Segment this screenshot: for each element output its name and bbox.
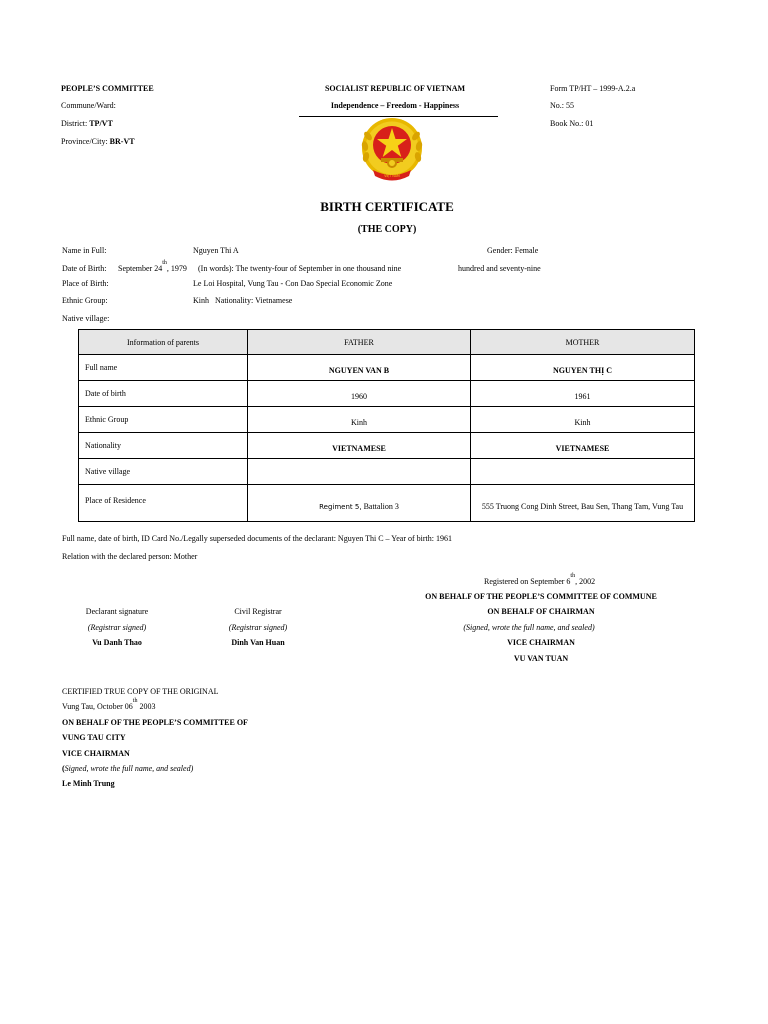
table-row <box>79 485 695 522</box>
certified-signer: Le Minh Trung <box>62 779 115 788</box>
registered-date: Registered on September 6th, 2002 <box>484 573 596 586</box>
declarant-signature-label: Declarant signature <box>85 607 149 616</box>
table-row <box>79 459 695 485</box>
province-line <box>61 137 135 146</box>
certified-date: Vung Tau, October 06th 2003 <box>62 698 156 711</box>
parents-table <box>78 329 695 522</box>
gender-value: Female <box>514 246 539 255</box>
pob-value: Le Loi Hospital, Vung Tau - Con Dao Special Economic Zone <box>193 279 393 288</box>
table-row <box>79 407 695 433</box>
father-residence-battalion: Battalion 3 <box>363 501 399 511</box>
father-nationality: VIETNAMESE <box>248 433 471 459</box>
row-label: Place of Residence <box>79 485 248 522</box>
table-row <box>79 381 695 407</box>
on-behalf-committee: ON BEHALF OF THE PEOPLE’S COMMITTEE OF COMMUNE <box>425 592 657 601</box>
declarant-name: Vu Danh Thao <box>92 638 142 647</box>
native-village-label: Native village: <box>62 314 110 323</box>
registrar-note: (Registrar signed) <box>228 623 288 632</box>
certified-city: VUNG TAU CITY <box>62 733 126 742</box>
number-label: No.: <box>550 101 564 110</box>
national-motto: Independence – Freedom - Happiness <box>330 101 460 110</box>
country-name: SOCIALIST REPUBLIC OF VIETNAM <box>324 84 466 93</box>
table-row <box>79 433 695 459</box>
vice-chairman-title: VICE CHAIRMAN <box>507 638 575 647</box>
father-native-village <box>248 459 471 485</box>
ethnic-value: Kinh <box>193 296 209 305</box>
mother-full-name: NGUYEN THỊ C <box>471 355 695 381</box>
mother-ethnic: Kinh <box>471 407 695 433</box>
district-value: TP/VT <box>89 119 113 128</box>
district-label: District: <box>61 119 88 128</box>
province-label: Province/City: <box>61 137 108 146</box>
province-value: BR-VT <box>109 137 135 146</box>
vice-chairman-name: VU VAN TUAN <box>513 654 569 663</box>
row-label: Nationality <box>79 433 248 459</box>
committee-heading: PEOPLE’S COMMITTEE <box>61 84 154 93</box>
dob-words-continued: hundred and seventy-nine <box>458 264 541 273</box>
declarant-relation: Relation with the declared person: Mother <box>62 552 198 561</box>
national-emblem-icon <box>357 116 427 188</box>
row-label: Full name <box>79 355 248 381</box>
declarant-signature-note: (Registrar signed) <box>87 623 147 632</box>
dob-value <box>118 260 187 273</box>
form-number: Form TP/HT – 1999-A.2.a <box>550 84 636 93</box>
nationality-value: Vietnamese <box>255 296 293 305</box>
ethnic-nationality-line <box>193 296 292 305</box>
document-subtitle: (THE COPY) <box>357 224 417 235</box>
mother-nationality: VIETNAMESE <box>471 433 695 459</box>
document-title: BIRTH CERTIFICATE <box>320 199 454 214</box>
mother-residence: 555 Truong Cong Dinh Street, Bau Sen, Thang Tam, Vung Tau <box>471 485 695 522</box>
dob-day: September 24 <box>118 264 163 273</box>
dob-year: , 1979 <box>166 264 187 273</box>
name-label: Name in Full: <box>62 246 107 255</box>
registered-ordinal: th <box>570 573 576 579</box>
certified-vice-chairman: VICE CHAIRMAN <box>62 749 130 758</box>
book-value: 01 <box>585 119 594 128</box>
dob-words: (In words): The twenty-four of September in one thousand nine <box>198 264 402 273</box>
row-label: Date of birth <box>79 381 248 407</box>
row-label: Ethnic Group <box>79 407 248 433</box>
registrar-label: Civil Registrar <box>234 607 282 616</box>
number-line <box>550 101 574 110</box>
table-header-row <box>79 330 695 355</box>
gender-line <box>487 246 538 255</box>
table-row <box>79 355 695 381</box>
father-residence <box>248 485 471 522</box>
registration-signed-note: (Signed, wrote the full name, and sealed) <box>463 623 595 632</box>
registrar-name: Dinh Van Huan <box>231 638 285 647</box>
mother-native-village <box>471 459 695 485</box>
mother-dob: 1961 <box>471 381 695 407</box>
name-value: Nguyen Thi A <box>193 246 239 255</box>
ethnic-label: Ethnic Group: <box>62 296 108 305</box>
header-info: Information of parents <box>79 330 248 355</box>
header-father: FATHER <box>248 330 471 355</box>
father-full-name: NGUYEN VAN B <box>248 355 471 381</box>
declarant-info: Full name, date of birth, ID Card No./Legally superseded documents of the declarant: Nguyen Thi C – Year of birth: 1961 <box>62 534 452 543</box>
emblem-ribbon-text: VIỆT NAM <box>384 174 400 178</box>
pob-label: Place of Birth: <box>62 279 109 288</box>
dob-ordinal: th <box>162 260 167 266</box>
number-value: 55 <box>566 101 574 110</box>
certified-heading: CERTIFIED TRUE COPY OF THE ORIGINAL <box>62 687 219 696</box>
certified-signed-note: (Signed, wrote the full name, and sealed) <box>62 764 194 773</box>
book-line <box>550 119 593 128</box>
row-label: Native village <box>79 459 248 485</box>
commune-label: Commune/Ward: <box>61 101 116 110</box>
nationality-label: Nationality: <box>215 296 254 305</box>
father-dob: 1960 <box>248 381 471 407</box>
father-residence-regiment: Regiment 5, <box>319 502 362 511</box>
book-label: Book No.: <box>550 119 584 128</box>
header-mother: MOTHER <box>471 330 695 355</box>
district-line <box>61 119 113 128</box>
dob-label: Date of Birth: <box>62 264 107 273</box>
on-behalf-chairman: ON BEHALF OF CHAIRMAN <box>487 607 595 616</box>
certified-on-behalf: ON BEHALF OF THE PEOPLE’S COMMITTEE OF <box>62 718 248 727</box>
gender-label: Gender: <box>487 246 513 255</box>
certified-ordinal: th <box>132 698 138 704</box>
father-ethnic: Kinh <box>248 407 471 433</box>
